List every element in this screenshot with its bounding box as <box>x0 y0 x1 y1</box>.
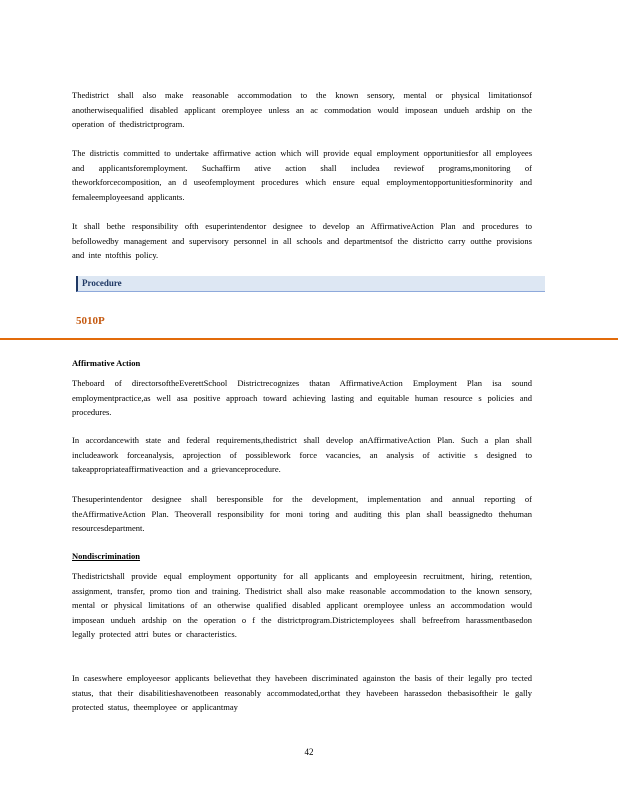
paragraph-equal-opportunity: Thedistrictshall provide equal employment opportunity for all applicants and employeesin recruitment, hiring, retention, assignment, transfer, promo tion and training. Thedistrict shall also make reasonable accommodation to the known sensory, mental or physical limitations of an otherwise qualified disabled applicant oremployee unless an accommodation would imposean undueh ardship on the operation o f the districtprogram.Districtemployees shall befreefrom harassmentbasedon legally protected attri butes or characteristics. <box>72 571 532 639</box>
heading-affirmative-action: Affirmative Action <box>72 358 141 368</box>
paragraph-reasonable-accommodation: Thedistrict shall also make reasonable accommodation to the known sensory, mental or physical limitationsof anotherwisequalified disabled applicant oremployee unless an ac commodation would imposean undueh ardship on the operation of thedistrictprogram. <box>72 90 532 129</box>
paragraph-affirmative-action-commitment: The districtis committed to undertake affirmative action which will provide equal employment opportunitiesfor all employees and applicantsforemployment. Suchaffirm ative action shall includea reviewof programs,monitoring of theworkforcecomposition, an d useofemployment procedures which ensure equal employmentopportunitiesforminority and femaleemployeesand applicants. <box>72 148 532 202</box>
paragraph-board-recognizes: Theboard of directorsoftheEverettSchool Districtrecognizes thatan AffirmativeAction Employment Plan isa sound employmentpractice,as well asa positive approach toward achieving lasting and equitable human resource s policies and procedures. <box>72 378 532 417</box>
paragraph-state-federal: In accordancewith state and federal requirements,thedistrict shall develop anAffirmativeAction Plan. Such a plan shall includeawork forceanalysis, aprojection of possiblework force vacancies, an analysis of activitie s designed to takeappropriateaffirmativeaction and a grievanceprocedure. <box>72 435 532 474</box>
procedure-label: Procedure <box>82 278 122 288</box>
heading-nondiscrimination: Nondiscrimination <box>72 551 141 561</box>
paragraph-discrimination-cases: In caseswhere employeesor applicants believethat they havebeen discriminated againston the basis of their legally pro tected status, that their disabilitieshavenotbeen reasonably accommodated,orthat they havebeen harassedon thebasisoftheir le gally protected status, theemployee or applicantmay <box>72 673 532 712</box>
section-divider <box>0 338 618 340</box>
policy-code: 5010P <box>76 315 105 327</box>
paragraph-responsibility: It shall bethe responsibility ofth esuperintendentor designee to develop an AffirmativeAction Plan and procedures to befollowedby management and supervisory personnel in all schools and departmentsof the districtto carry outthe provisions and inte ntofthis policy. <box>72 221 532 260</box>
paragraph-superintendent-reporting: Thesuperintendentor designee shall beresponsible for the development, implementation and annual reporting of theAffirmativeAction Plan. Theoverall responsibility for moni toring and auditing this plan shall beassignedto thehuman resourcesdepartment. <box>72 494 532 533</box>
page-number: 42 <box>304 747 314 757</box>
procedure-banner <box>76 276 545 292</box>
